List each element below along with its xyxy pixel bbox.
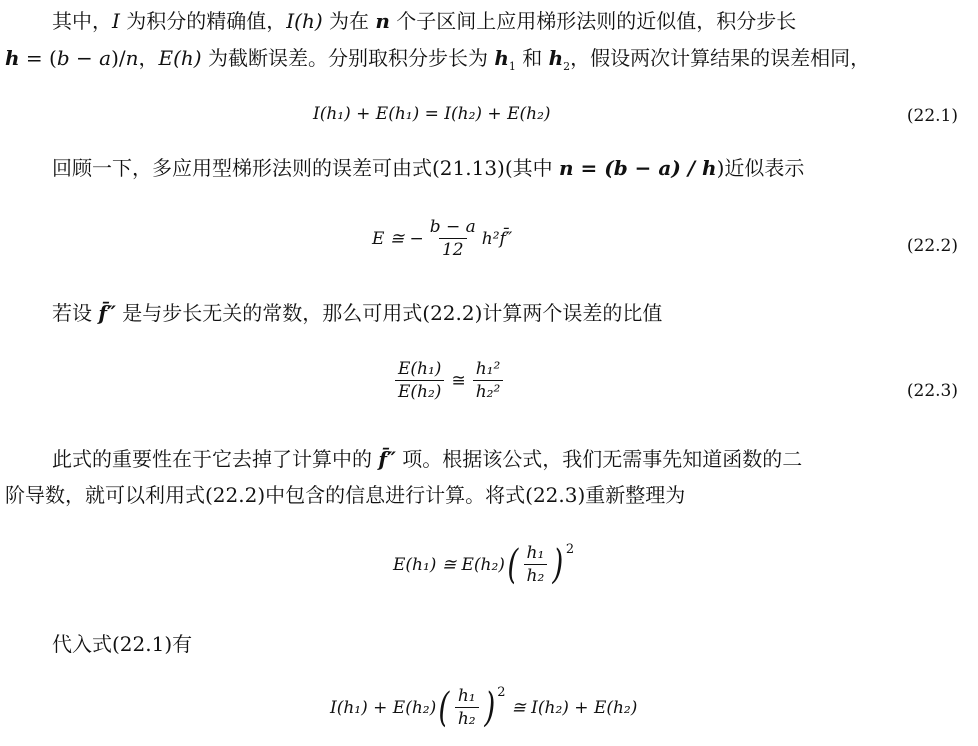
text-segment: ，假设两次计算结果的误差相同， xyxy=(570,46,871,70)
fraction-numerator: b − a xyxy=(429,217,476,237)
text-segment: 其中， xyxy=(52,9,112,33)
math-subscript: 1 xyxy=(508,60,516,73)
left-paren: ( xyxy=(438,684,450,731)
text-segment: 是与步长无关的常数，那么可用式(22.2)计算两个误差的比值 xyxy=(115,301,663,325)
math-symbol: E(h) xyxy=(158,46,202,70)
equation-body: I(h₁) + E(h₁) = I(h₂) + E(h₂) xyxy=(313,104,551,124)
fraction xyxy=(473,358,504,403)
math-symbol: h xyxy=(5,46,20,70)
fraction-denominator: h₂ xyxy=(524,564,548,587)
math-symbol: b xyxy=(56,46,70,70)
fraction-numerator: h₁ xyxy=(457,686,476,706)
math-symbol: h xyxy=(494,46,509,70)
paragraph-4-line-1 xyxy=(52,444,802,474)
approx-symbol: ≅ xyxy=(451,370,466,391)
math-symbol: n = (b − a) / h xyxy=(559,156,717,180)
math-symbol: n xyxy=(125,46,139,70)
equation-22-2 xyxy=(372,216,512,261)
text-segment: ， xyxy=(138,46,159,70)
right-paren: ) xyxy=(552,541,564,588)
paragraph-4-line-2 xyxy=(5,480,685,510)
equation-substituted xyxy=(330,685,637,730)
equation-part: ≅ I(h₂) + E(h₂) xyxy=(511,697,638,718)
fraction-denominator: h₂ xyxy=(455,707,479,730)
math-subscript: 2 xyxy=(563,60,571,73)
text-segment: 此式的重要性在于它去掉了计算中的 xyxy=(52,447,379,471)
equation-part: E(h₁) ≅ E(h₂) xyxy=(393,554,505,575)
fraction xyxy=(427,216,479,261)
text-segment: )近似表示 xyxy=(716,156,805,180)
equation-rearranged xyxy=(393,542,574,587)
math-symbol: = ( xyxy=(19,46,57,70)
fraction xyxy=(455,685,479,730)
fraction-numerator: h₁² xyxy=(475,359,501,379)
math-symbol: f̄″ xyxy=(98,301,116,325)
equation-number: (22.2) xyxy=(906,236,958,256)
text-segment: 阶导数，就可以利用式(22.2)中包含的信息进行计算。将式(22.3)重新整理为 xyxy=(5,483,686,507)
math-symbol: a xyxy=(99,46,112,70)
paragraph-1-line-1 xyxy=(52,6,796,36)
fraction-denominator: 12 xyxy=(439,238,467,261)
equation-part: I(h₁) + E(h₂) xyxy=(330,697,437,718)
equation-22-3 xyxy=(392,358,506,403)
fraction-denominator: E(h₂) xyxy=(395,380,444,403)
math-symbol: − xyxy=(69,46,100,70)
text-segment: 为积分的精确值， xyxy=(119,9,287,33)
paragraph-2 xyxy=(52,153,804,183)
math-symbol: f̄″ xyxy=(378,447,396,471)
right-paren: ) xyxy=(483,684,495,731)
equation-22-1 xyxy=(313,104,551,124)
fraction-denominator: h₂² xyxy=(473,380,504,403)
paragraph-3 xyxy=(52,298,662,328)
text-segment: 若设 xyxy=(52,301,99,325)
text-segment: 为截断误差。分别取积分步长为 xyxy=(201,46,495,70)
text-segment: 代入式(22.1)有 xyxy=(52,632,193,656)
exponent: 2 xyxy=(497,685,506,700)
math-symbol: I xyxy=(112,9,120,33)
fraction xyxy=(395,358,444,403)
paragraph-5 xyxy=(52,629,192,659)
fraction-numerator: h₁ xyxy=(526,543,545,563)
fraction-numerator: E(h₁) xyxy=(398,359,442,379)
text-segment: 和 xyxy=(515,46,549,70)
equation-number: (22.3) xyxy=(906,381,958,401)
equation-number: (22.1) xyxy=(906,106,958,126)
exponent: 2 xyxy=(565,542,575,557)
text-segment: 为在 xyxy=(322,9,376,33)
equation-part: h²f̄″ xyxy=(481,228,513,249)
text-segment: 回顾一下，多应用型梯形法则的误差可由式(21.13)(其中 xyxy=(52,156,560,180)
equation-part: E ≅ − xyxy=(372,228,424,249)
fraction xyxy=(524,542,548,587)
math-symbol: )/ xyxy=(111,46,126,70)
math-symbol: n xyxy=(375,9,390,33)
paragraph-1-line-2 xyxy=(5,43,870,82)
math-symbol: h xyxy=(548,46,564,70)
text-segment: 个子区间上应用梯形法则的近似值，积分步长 xyxy=(389,9,797,33)
math-symbol: I(h) xyxy=(286,9,323,33)
text-segment: 项。根据该公式，我们无需事先知道函数的二 xyxy=(395,447,803,471)
left-paren: ( xyxy=(507,541,519,588)
